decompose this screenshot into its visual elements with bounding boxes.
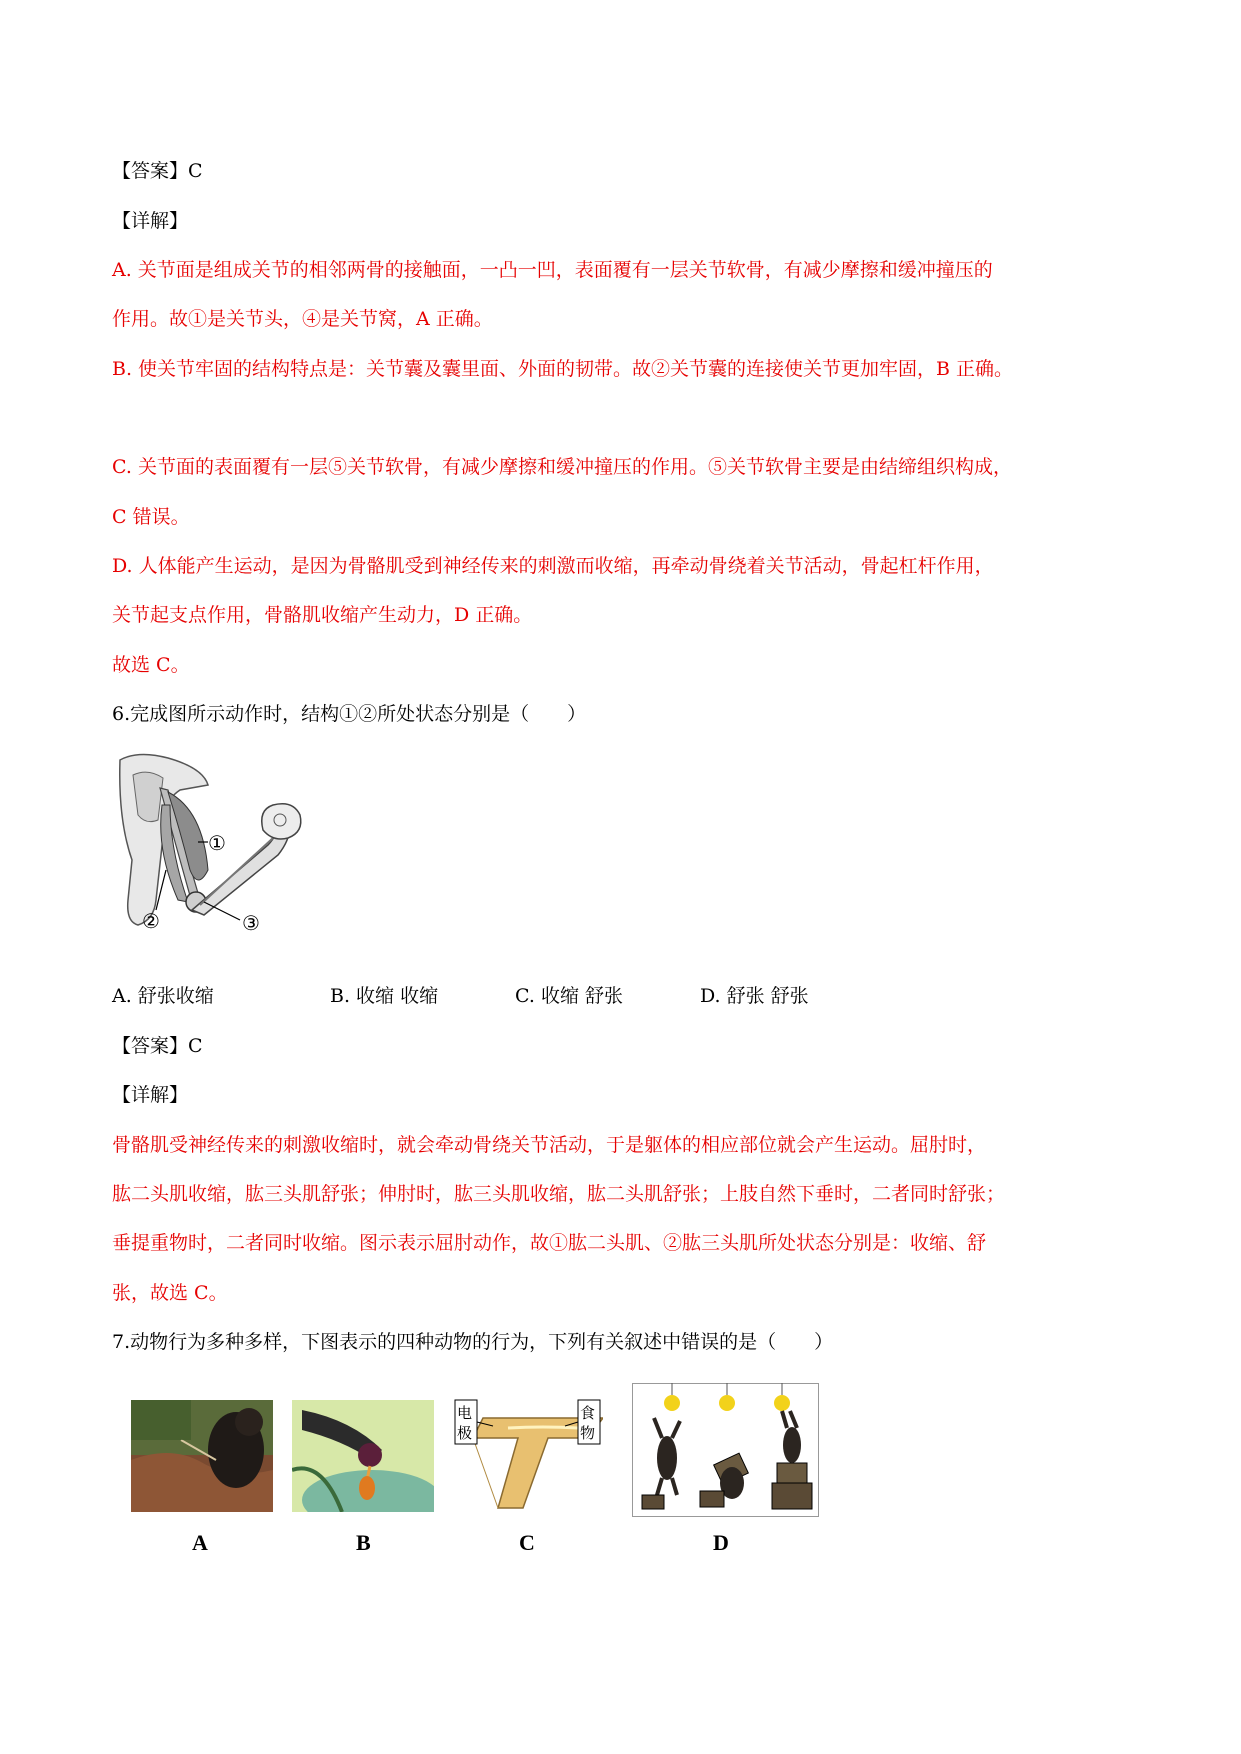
q6-detail-line2: 肱二头肌收缩，肱三头肌舒张；伸肘时，肱三头肌收缩，肱二头肌舒张；上肢自然下垂时，二者同时舒张； <box>112 1183 1006 1205</box>
q6-detail-line3: 垂提重物时，二者同时收缩。图示表示屈肘动作，故①肱二头肌、②肱三头肌所处状态分别是：收缩、舒 <box>112 1232 987 1254</box>
figure-label-1: ① <box>208 831 226 855</box>
q6-question: 6.完成图所示动作时，结构①②所处状态分别是（ ） <box>112 703 587 725</box>
q5-conclusion: 故选 C。 <box>112 654 190 676</box>
q6-option-d: D. 舒张 舒张 <box>700 985 809 1007</box>
q7-question: 7.动物行为多种多样，下图表示的四种动物的行为，下列有关叙述中错误的是（ ） <box>112 1331 834 1353</box>
figure-label-2: ② <box>142 909 160 933</box>
maze-label-electrode-2: 极 <box>457 1424 473 1442</box>
arm-muscle-figure <box>108 750 308 945</box>
figure-label-3: ③ <box>242 911 260 935</box>
q5-detail-c-line2: C 错误。 <box>112 506 190 528</box>
q5-detail-a-line2: 作用。故①是关节头，④是关节窝，A 正确。 <box>112 308 493 330</box>
q5-detail-a-line1: A. 关节面是组成关节的相邻两骨的接触面，一凸一凹，表面覆有一层关节软骨，有减少摩擦和缓冲撞压的 <box>112 259 993 281</box>
maze-label-food-1: 食 <box>580 1404 596 1422</box>
q6-option-a: A. 舒张收缩 <box>112 985 214 1007</box>
q5-detail-c-line1: C. 关节面的表面覆有一层⑤关节软骨，有减少摩擦和缓冲撞压的作用。⑤关节软骨主要是由结缔组织构成， <box>112 456 1012 478</box>
maze-label-food-2: 物 <box>580 1424 596 1442</box>
q5-detail-b: B. 使关节牢固的结构特点是：关节囊及囊里面、外面的韧带。故②关节囊的连接使关节更加牢固，B 正确。 <box>112 358 1014 380</box>
maze-label-electrode-1: 电 <box>457 1404 473 1422</box>
q5-detail-label: 【详解】 <box>112 210 189 232</box>
figure-a-chimpanzee <box>131 1400 273 1512</box>
q6-detail-line4: 张，故选 C。 <box>112 1282 228 1304</box>
q6-option-b: B. 收缩 收缩 <box>330 985 439 1007</box>
q5-detail-d-line2: 关节起支点作用，骨骼肌收缩产生动力，D 正确。 <box>112 604 533 626</box>
q5-detail-d-line1: D. 人体能产生运动，是因为骨骼肌受到神经传来的刺激而收缩，再牵动骨绕着关节活动，骨起杠杆作用， <box>112 555 994 577</box>
figure-b-letter: B <box>356 1530 371 1555</box>
q6-answer: 【答案】C <box>112 1035 203 1057</box>
figure-c-t-maze <box>453 1398 603 1516</box>
q5-answer: 【答案】C <box>112 160 203 182</box>
q6-option-c: C. 收缩 舒张 <box>515 985 623 1007</box>
figure-b-bird-feeding-fish <box>292 1400 434 1512</box>
figure-c-letter: C <box>519 1530 535 1555</box>
figure-a-letter: A <box>192 1530 208 1555</box>
figure-d-chimpanzees-boxes <box>632 1383 819 1517</box>
q6-detail-label: 【详解】 <box>112 1084 189 1106</box>
figure-d-letter: D <box>713 1530 729 1555</box>
q6-detail-line1: 骨骼肌受神经传来的刺激收缩时，就会牵动骨绕关节活动，于是躯体的相应部位就会产生运动。屈肘时， <box>112 1134 987 1156</box>
